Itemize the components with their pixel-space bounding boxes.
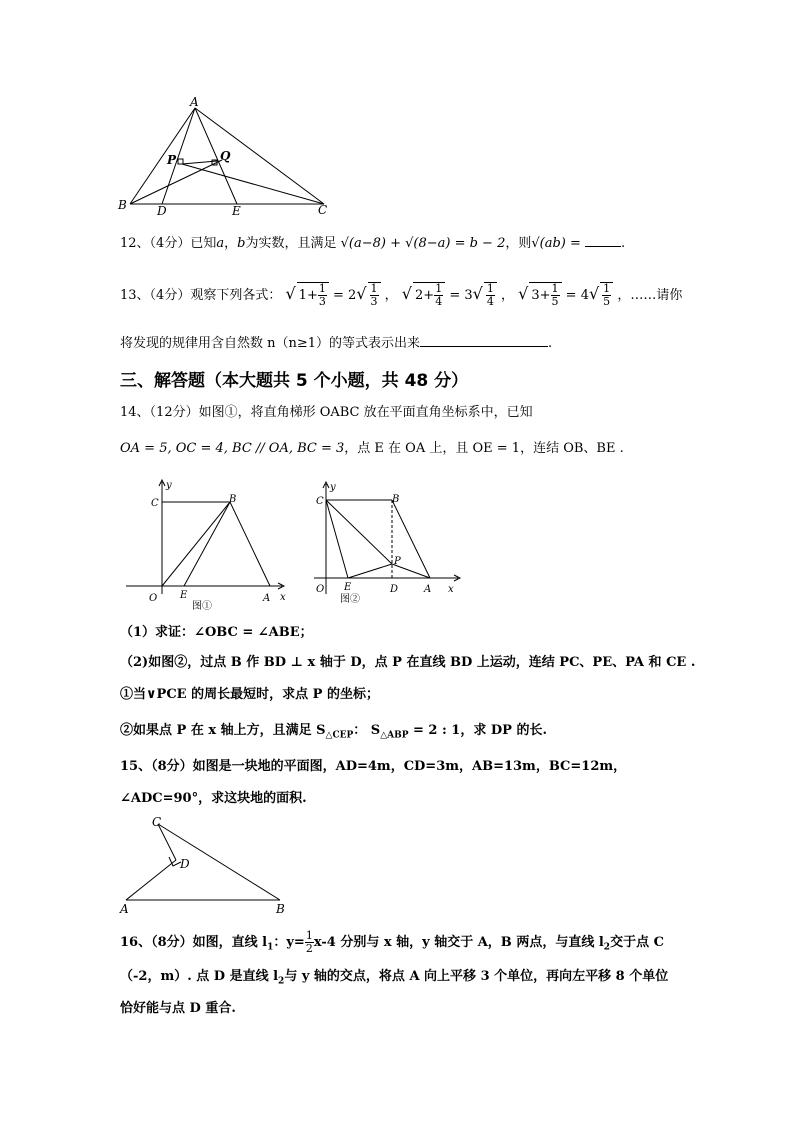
fig1-label-x: x	[280, 592, 286, 603]
section-heading: 三、解答题（本大题共 5 个小题，共 48 分）	[120, 371, 469, 391]
q12-line: 12、（4分）已知a，b为实数，且满足 √(a−8) + √(8−a) = b − 2，则√(ab) = .	[120, 232, 625, 253]
q14-line2: OA = 5, OC = 4, BC // OA, BC = 3，点 E 在 OA 上，且 OE = 1，连结 OB、BE .	[120, 441, 624, 456]
q15-line1: 15、（8分）如图是一块地的平面图，AD=4m，CD=3m，AB=13m，BC=12m，	[120, 759, 627, 774]
fig1-label-y: y	[166, 480, 172, 491]
q14-part2-2: ②如果点 P 在 x 轴上方，且满足 $S_{\triangle CEP}$： $S_{\triangle ABP} = 2$ : 1，求 DP 的长.	[120, 723, 547, 741]
fig2-label-A: A	[424, 584, 432, 595]
fig2-label-E: E	[344, 582, 352, 593]
fig2-caption: 图②	[340, 594, 360, 605]
figure-q15	[112, 812, 302, 920]
q16-line1: 16、（8分）如图，直线 $l_1$：y= $\frac{1}{2}$ x-4 分别与 x 轴，y 轴交于 A，B 两点，与直线 $l_2$交于点 C	[120, 929, 664, 955]
fig2-label-x: x	[448, 584, 454, 595]
label-A: A	[190, 96, 199, 109]
q15-label-C: C	[152, 815, 162, 829]
q15-label-A: A	[120, 902, 129, 916]
q14-part2: （2)如图②，过点 B 作 BD ⊥ x 轴于 D，点 P 在直线 BD 上运动，连结 PC、PE、PA 和 CE .	[120, 655, 696, 670]
triangle-figure	[112, 96, 342, 220]
q14-part1: （1）求证：∠OBC = ∠ABE；	[120, 625, 313, 640]
q15-line2: ∠ADC=90°，求这块地的面积.	[120, 791, 307, 806]
fig1-label-O: O	[149, 593, 158, 604]
label-Q: Q	[220, 149, 231, 163]
label-D: D	[157, 204, 167, 218]
figure-1	[116, 476, 296, 616]
fig2-label-D: D	[390, 584, 399, 595]
q16-line2: （-2，m）. 点 D 是直线 $l_2$与 y 轴的交点，将点 A 向上平移 3 个单位，再向左平移 8 个单位	[120, 969, 669, 987]
fig2-label-O: O	[316, 584, 325, 595]
q13-formula-2: √ 2+ $\frac{1}{4}$ = 3√ $\frac{1}{4}$	[402, 288, 501, 303]
q14-part2-1: ①当∨PCE 的周长最短时，求点 P 的坐标；	[120, 687, 379, 702]
figure-2	[308, 476, 468, 616]
q13-formula-1: √ 1+ $\frac{1}{3}$ = 2√ $\frac{1}{3}$	[285, 288, 384, 303]
label-P: P	[167, 153, 177, 167]
label-B: B	[118, 198, 127, 212]
label-E: E	[232, 204, 241, 218]
q14-line1: 14、（12分）如图①，将直角梯形 OABC 放在平面直角坐标系中，已知	[120, 405, 533, 420]
fig1-label-B: B	[229, 494, 237, 505]
q12-ask: √(ab) =	[531, 236, 581, 251]
q15-label-B: B	[276, 902, 285, 916]
fig2-label-C: C	[316, 496, 324, 507]
label-C: C	[318, 203, 328, 217]
fig2-label-y: y	[330, 482, 336, 493]
answer-blank	[585, 232, 621, 247]
fig2-label-P: P	[394, 556, 401, 567]
fig1-label-A: A	[263, 593, 271, 604]
q15-label-D: D	[180, 857, 190, 871]
fig1-label-C: C	[151, 498, 159, 509]
q13-formula-3: √ 3+ $\frac{1}{5}$ = 4√ $\frac{1}{5}$	[518, 288, 617, 303]
q13-line2: 将发现的规律用含自然数 n（n≥1）的等式表示出来 .	[120, 332, 552, 353]
q16-line3: 恰好能与点 D 重合.	[120, 1001, 236, 1016]
q12-expression: √(a−8) + √(8−a) = b − 2	[340, 236, 506, 251]
fig1-label-E: E	[180, 590, 188, 601]
answer-blank	[420, 332, 548, 347]
q13-line1: 13、（4分）观察下列各式： √ 1+ $\frac{1}{3}$ = 2√ $\frac{1}{3}$ ， √ 2+ $\frac{1}{4}$ = 3√ $\frac{1}{4}$ ， √ 3+ $\frac{1}{5}$ = 4√ $\frac{1}{5}$ ，……请你	[120, 282, 683, 308]
fig2-label-B: B	[392, 494, 400, 505]
fig1-caption: 图①	[192, 601, 212, 612]
